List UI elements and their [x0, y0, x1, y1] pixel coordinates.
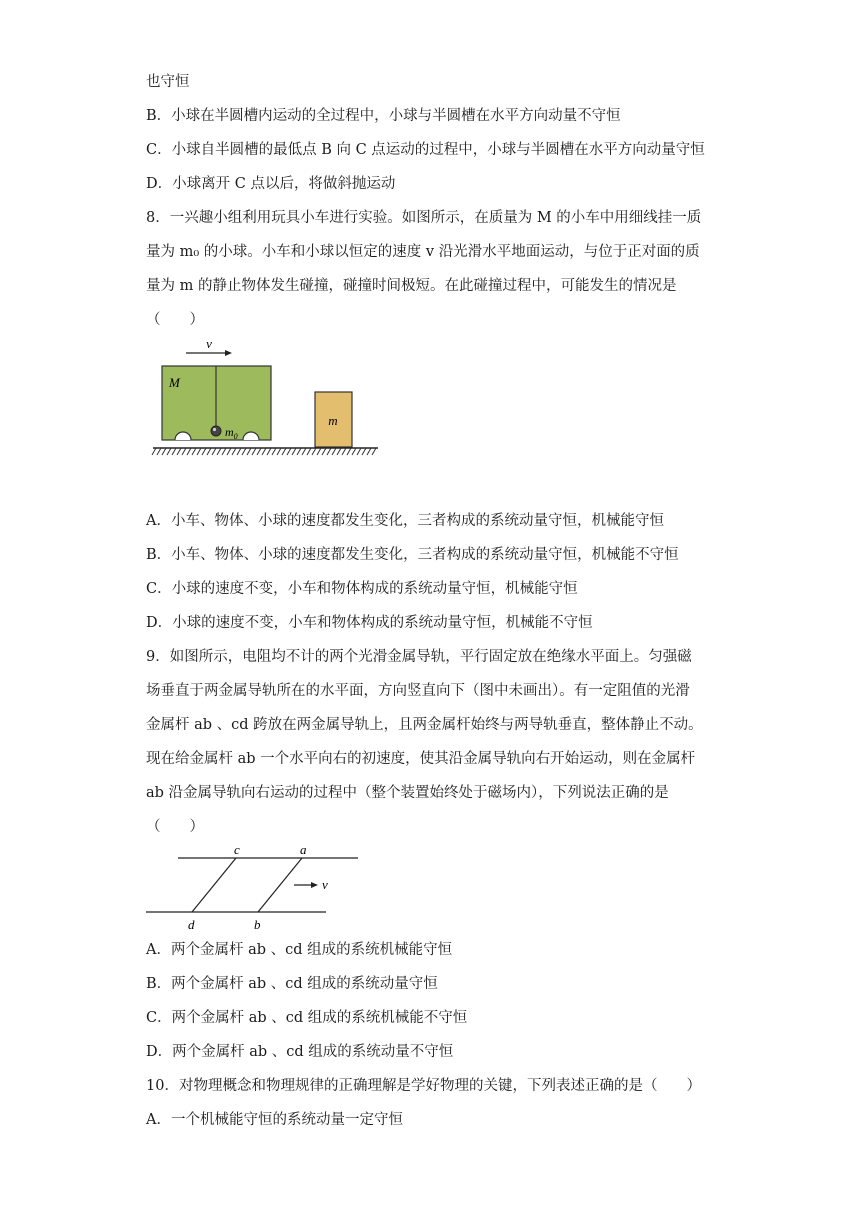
- q8-option-a: A．小车、物体、小球的速度都发生变化，三者构成的系统动量守恒，机械能守恒: [146, 513, 664, 529]
- rod-cd: [192, 858, 236, 912]
- q8-cart-label: M: [169, 375, 180, 390]
- ground-hatching: [152, 448, 376, 455]
- q9-option-b: B．两个金属杆 ab 、cd 组成的系统动量守恒: [146, 976, 438, 992]
- q8-stem-line-2: 量为 m₀ 的小球。小车和小球以恒定的速度 v 沿光滑水平地面运动，与位于正对面的质: [146, 244, 700, 260]
- q7-option-b: B．小球在半圆槽内运动的全过程中，小球与半圆槽在水平方向动量不守恒: [146, 108, 621, 124]
- q10-stem: 10．对物理概念和物理规律的正确理解是学好物理的关键，下列表述正确的是（ ）: [146, 1078, 701, 1094]
- q9-stem-line-5: ab 沿金属导轨向右运动的过程中（整个装置始终处于磁场内），下列说法正确的是: [146, 785, 669, 801]
- label-b: b: [254, 917, 261, 932]
- q9-rails-rods-figure: [140, 840, 370, 936]
- q8-velocity-label: v: [206, 336, 212, 351]
- label-c: c: [234, 842, 240, 857]
- q10-option-a: A．一个机械能守恒的系统动量一定守恒: [146, 1112, 403, 1128]
- q9-stem-line-3: 金属杆 ab 、cd 跨放在两金属导轨上，且两金属杆始终与两导轨垂直，整体静止不动。: [146, 717, 703, 733]
- q7-option-d: D．小球离开 C 点以后，将做斜抛运动: [146, 176, 396, 192]
- hanging-ball: [211, 426, 221, 436]
- q9-option-d: D．两个金属杆 ab 、cd 组成的系统动量不守恒: [146, 1044, 454, 1060]
- q8-stem-line-3: 量为 m 的静止物体发生碰撞，碰撞时间极短。在此碰撞过程中，可能发生的情况是: [146, 278, 677, 294]
- q8-answer-paren: （ ）: [146, 312, 204, 328]
- q9-stem-line-2: 场垂直于两金属导轨所在的水平面，方向竖直向下（图中未画出）。有一定阻值的光滑: [146, 683, 690, 699]
- q9-option-a: A．两个金属杆 ab 、cd 组成的系统机械能守恒: [146, 942, 453, 958]
- arrow-icon: [311, 882, 318, 888]
- q8-cart-collision-figure: [148, 334, 388, 464]
- q7-option-c: C．小球自半圆槽的最低点 B 向 C 点运动的过程中，小球与半圆槽在水平方向动量守恒: [146, 142, 705, 158]
- q8-option-c: C．小球的速度不变，小车和物体构成的系统动量守恒，机械能守恒: [146, 581, 578, 597]
- q8-option-d: D．小球的速度不变，小车和物体构成的系统动量守恒，机械能不守恒: [146, 615, 593, 631]
- q9-velocity-label: v: [322, 877, 328, 892]
- q9-option-c: C．两个金属杆 ab 、cd 组成的系统机械能不守恒: [146, 1010, 468, 1026]
- label-a: a: [300, 842, 307, 857]
- q8-stem-line-1: 8．一兴趣小组利用玩具小车进行实验。如图所示，在质量为 M 的小车中用细线挂一质: [146, 210, 702, 226]
- q8-ball-label: $m_0$: [225, 425, 238, 441]
- q9-stem-line-4: 现在给金属杆 ab 一个水平向右的初速度，使其沿金属导轨向右开始运动，则在金属杆: [146, 751, 696, 767]
- label-d: d: [188, 917, 195, 932]
- q8-option-b: B．小车、物体、小球的速度都发生变化，三者构成的系统动量守恒，机械能不守恒: [146, 547, 679, 563]
- q7-continuation: 也守恒: [146, 74, 190, 90]
- q9-answer-paren: （ ）: [146, 819, 204, 835]
- q8-block-label: m: [328, 413, 338, 428]
- q9-stem-line-1: 9．如图所示，电阻均不计的两个光滑金属导轨，平行固定放在绝缘水平面上。匀强磁: [146, 649, 692, 665]
